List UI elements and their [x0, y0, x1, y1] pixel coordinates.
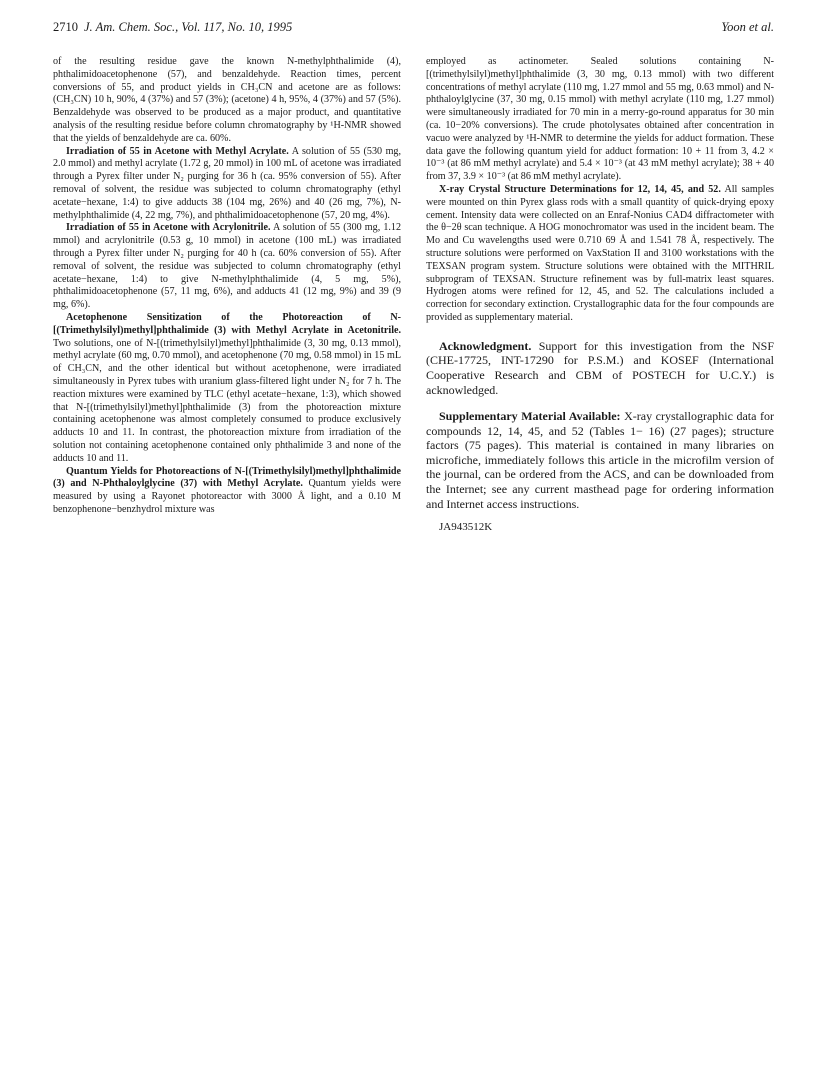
running-header — [53, 20, 774, 42]
journal-citation: J. Am. Chem. Soc., Vol. 117, No. 10, 1995 — [84, 20, 293, 34]
run-in-heading: Quantum Yields for Photoreactions of N-[(Trimethylsilyl)methyl]phthalimide (3) and N-Phthaloylglycine (37) with Methyl Acrylate. — [53, 465, 401, 490]
paragraph — [53, 56, 401, 146]
supplementary-text: X-ray crystallographic data for compounds 12, 14, 45, and 52 (Tables 1− 16) (27 pages); structure factors (75 pages). This material is contained in many libraries on microfiche, immediately follows this article in the microfilm version of the journal, can be ordered from the ACS, and can be downloaded from the Internet; see any current masthead page for ordering information and Internet access instructions. — [426, 409, 775, 511]
paragraph-text: of the resulting residue gave the known N-methylphthalimide (4), phthalimidoacetophenone (57), and benzaldehyde. Reaction times, percent conversions of 55, and product yields in CH₃CN and acetone are as follows: (CH₃CN) 10 h, 90%, 4 (37%) and 57 (3%); (acetone) 4 h, 95%, 4 (37%) and 57 (5%). Benzaldehyde was observed to be produced as a major product, and quantitative analysis of the resulting residue before column chromatography by ¹H-NMR showed that the yields of benzaldehyde are ca. 60%. — [53, 56, 401, 144]
manuscript-code: JA943512K — [439, 521, 493, 534]
header-left — [53, 20, 292, 35]
left-column — [53, 56, 401, 517]
paragraph — [53, 146, 401, 223]
right-column — [426, 56, 774, 534]
paragraph — [53, 222, 401, 312]
supplementary-heading: Supplementary Material Available: — [439, 409, 621, 424]
run-in-heading: Acetophenone Sensitization of the Photoreaction of N-[(Trimethylsilyl)methyl]phthalimide (3) with Methyl Acrylate in Acetonitrile. — [53, 311, 401, 336]
paragraph-text: A solution of 55 (530 mg, 2.0 mmol) and methyl acrylate (1.72 g, 20 mmol) in 100 mL of acetone was irradiated through a Pyrex filter under N₂ purging for 36 h (ca. 95% conversion of 55). After removal of solvent, the residue was subjected to column chromatography (ethyl acetate−hexane, 1:4) to give adducts 38 (104 mg, 26%) and 40 (26 mg, 7%), N-methylphthalimide (4, 22 mg, 7%), and phthalimidoacetophenone (57, 20 mg, 4%). — [53, 145, 401, 221]
paragraph-text: All samples were mounted on thin Pyrex glass rods with a small quantity of quick-drying epoxy cement. Intensity data were collected on an Enraf-Nonius CAD4 diffractometer with the θ−2θ scan technique. A HOG monochromator was used in the incident beam. The Mo and Cu wavelengths used were 0.710 69 Å and 1.541 78 Å, respectively. The structure solutions were performed on VaxStation II and 3100 workstations with the TEXSAN program system. Structure solutions were obtained with the MITHRIL subprogram of TEXSAN. Structure refinement was by full-matrix least squares. Hydrogen atoms were refined for 12, 45, and 52. The calculations included a correction for secondary extinction. Crystallographic data for the four compounds are provided as supplementary material. — [426, 183, 774, 323]
paragraph — [53, 312, 401, 466]
supplementary-material — [426, 409, 774, 511]
paragraph-text: Two solutions, one of N-[(trimethylsilyl)methyl]phthalimide (3, 30 mg, 0.13 mmol), methyl acrylate (60 mg, 0.70 mmol), and acetophenone (70 mg, 0.58 mmol) in 15 mL of CH₃CN, and the other identical but without acetophenone, were irradiated simultaneously in Pyrex tubes with uranium glass-filtered light under N₂ for 7 h. The reaction mixtures were examined by TLC (ethyl acetate−hexane, 1:3), which showed that N-[(trimethylsilyl)methyl]phthalimide (3) from the photoreaction mixture containing acetophenone was almost completely consumed to produce exclusively adducts 10 and 11. In contrast, the photoreaction mixture from irradiation of the solution not containing acetophenone contained only phthalimide 3 and none of the adducts 10 and 11. — [53, 337, 401, 464]
paragraph-text: A solution of 55 (300 mg, 1.12 mmol) and acrylonitrile (0.53 g, 10 mmol) in acetone (100 mL) was irradiated through a Pyrex filter under N₂ purging for 40 h (ca. 60% conversion of 55). After removal of solvent, the residue was subjected to column chromatography (ethyl acetate−hexane, 1:4) to give N-methylphthalimide (4, 5 mg, 5%), phthalimidoacetophenone (57, 11 mg, 6%), and adducts 41 (12 mg, 9%) and 39 (9 mg, 6%). — [53, 222, 401, 311]
acknowledgment-heading: Acknowledgment. — [439, 338, 532, 353]
paragraph — [426, 56, 774, 184]
page-number: 2710 — [53, 20, 78, 34]
run-in-heading: Irradiation of 55 in Acetone with Methyl Acrylate. — [66, 145, 289, 157]
paragraph — [426, 184, 774, 325]
paragraph-text: Quantum yields were measured by using a Rayonet photoreactor with 3000 Å light, and a 0.10 M benzophenone−benzhydrol mixture was — [53, 478, 401, 515]
acknowledgment-text: Support for this investigation from the NSF (CHE-17725, INT-17290 for P.S.M.) and KOSEF (International Cooperative Research and CBM of POSTECH for U.C.Y.) is acknowledged. — [426, 338, 775, 397]
paragraph-text: employed as actinometer. Sealed solutions containing N-[(trimethylsilyl)methyl]phthalimide (3, 30 mg, 0.13 mmol) with two different concentrations of methyl acrylate (110 mg, 1.27 mmol and 55 mg, 0.63 mmol) and N-phthaloylglycine (37, 30 mg, 0.15 mmol) with methyl acrylate (110 mg, 1.27 mmol) were simultaneously irradiated for 70 min in a merry-go-round apparatus for 30 min (ca. 10−20% conversions). The crude photolysates obtained after concentration in vacuo were analyzed by ¹H-NMR to determine the yields for adduct formation. These data gave the following quantum yield for adduct formation: 10 + 11 from 3, 4.2 × 10⁻³ (at 86 mM methyl acrylate) and 5.4 × 10⁻³ (at 43 mM methyl acrylate); 38 + 40 from 37, 3.9 × 10⁻³ (at 86 mM methyl acrylate). — [426, 56, 774, 183]
run-in-heading: Irradiation of 55 in Acetone with Acrylonitrile. — [66, 222, 271, 234]
acknowledgment — [426, 339, 774, 397]
paragraph — [53, 466, 401, 517]
run-in-heading: X-ray Crystal Structure Determinations for 12, 14, 45, and 52. — [439, 183, 721, 195]
header-authors: Yoon et al. — [721, 20, 774, 34]
